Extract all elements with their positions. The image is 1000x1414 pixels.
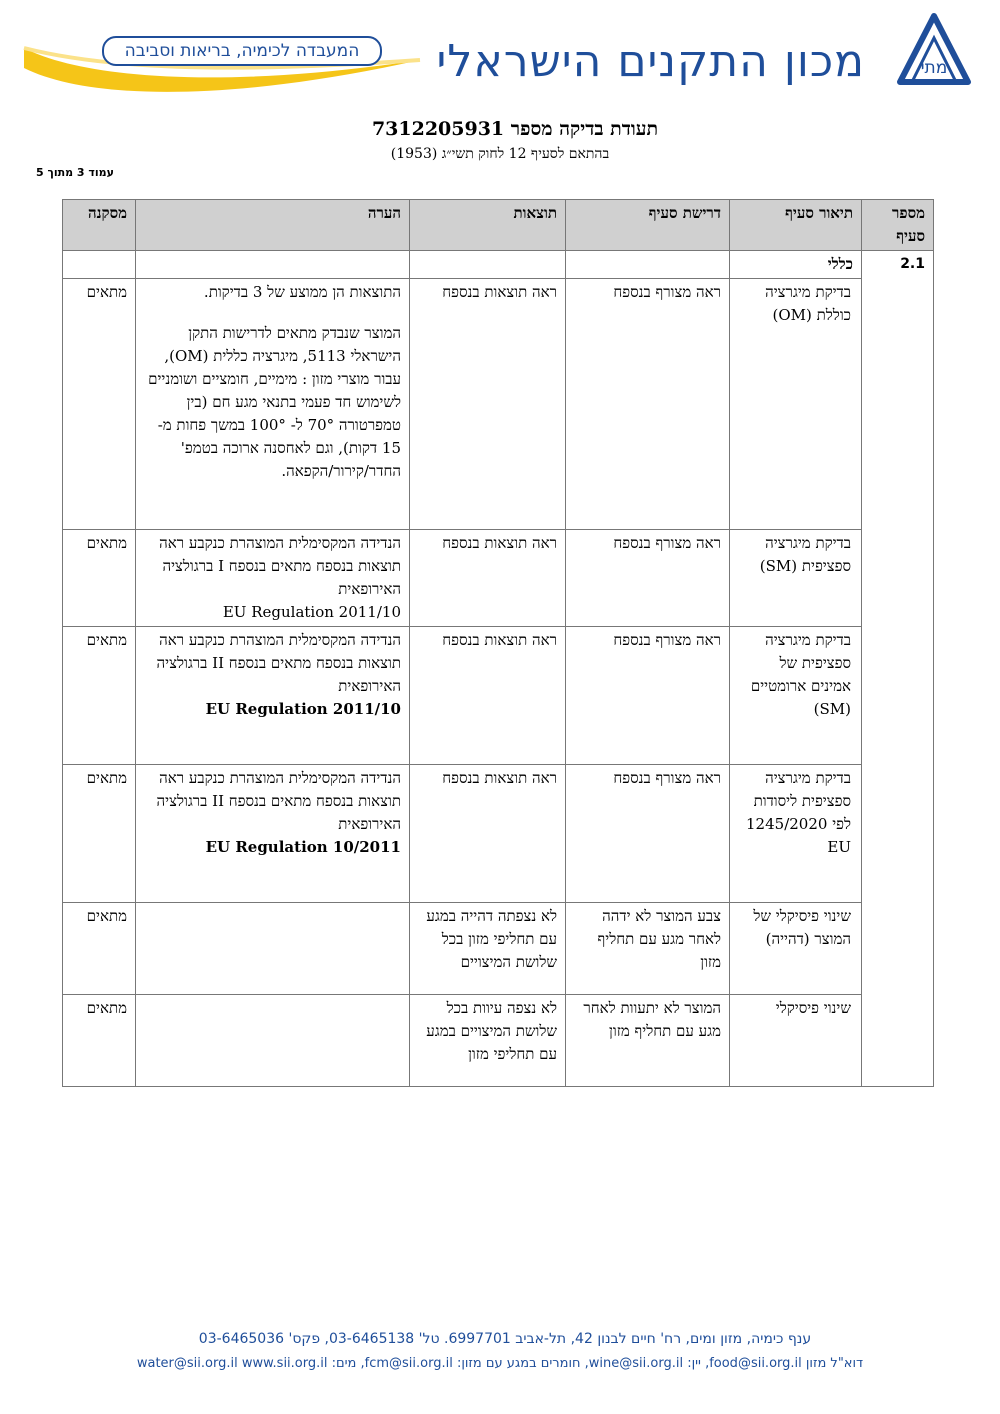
row-description: שינוי פיסיקלי [730, 995, 862, 1087]
table-row [63, 903, 934, 995]
lab-name-badge: המעבדה לכימיה, בריאות וסביבה [102, 36, 382, 66]
row-description: בדיקת מיגרציה ספציפית (SM) [730, 530, 862, 627]
row-conclusion: מתאים [63, 627, 136, 765]
row-note [136, 903, 410, 995]
table-row [63, 627, 934, 765]
header-conclusion: מסקנה [63, 200, 136, 251]
table-row [63, 765, 934, 903]
row-note [136, 279, 410, 530]
logo-text: מתי [920, 58, 948, 78]
table-header-row [63, 200, 934, 251]
header-note: הערה [136, 200, 410, 251]
row-requirement: ראה מצורף בנספח [566, 765, 730, 903]
document-subtitle: בהתאם לסעיף 12 לחוק תשי״ג (1953) [390, 146, 610, 162]
page-header [0, 0, 1000, 110]
note-line: EU Regulation 10/2011 [205, 838, 401, 856]
row-results: ראה תוצאות בנספח [410, 627, 566, 765]
table-row [63, 995, 934, 1087]
page-count: עמוד 3 מתוך 5 [36, 166, 114, 179]
section-number: 2.1 [862, 251, 934, 1087]
note-line: המוצר שנבדק מתאים לדרישות התקן הישראלי 5113, מיגרציה כללית (OM), עבור מוצרי מזון : מימיים, חומציים ושומניים לשימוש חד פעמי בתנאי מגע חם (בין טמפרטורה 70° ל- 100° במשך פחות מ- 15 דקות), וגם לאחסנה ארוכה בטמפ' החדר/קירור/הקפאה. [148, 324, 401, 480]
row-results: ראה תוצאות בנספח [410, 279, 566, 530]
row-conclusion: מתאים [63, 765, 136, 903]
row-description: בדיקת מיגרציה ספציפית של אמינים ארומטיים (SM) [730, 627, 862, 765]
row-results: לא נצפה עיוות בכל שלושת המיצויים במגע עם תחליפי מזון [410, 995, 566, 1087]
note-line: הנדידה המקסימלית המוצהרת כנקבע ראה תוצאות בנספח מתאים בנספח II ברגולציה האירופאית [156, 631, 401, 695]
empty-cell [410, 251, 566, 279]
empty-cell [136, 251, 410, 279]
row-note [136, 627, 410, 765]
footer-contacts: דוא"ל מזון food@sii.org.il, יין: wine@sii.org.il, חומרים במגע עם מזון: fcm@sii.org.il, מים: water@sii.org.il www.sii.org.il [136, 1356, 864, 1371]
empty-cell [63, 251, 136, 279]
note-line: EU Regulation 2011/10 [205, 700, 401, 718]
note-line: EU Regulation 2011/10 [222, 603, 401, 621]
row-results: לא נצפתה דהייה במגע עם תחליפי מזון בכל שלושת המיצויים [410, 903, 566, 995]
sii-logo-icon [894, 10, 974, 90]
row-conclusion: מתאים [63, 995, 136, 1087]
row-requirement: המוצר לא יתעוות לאחר מגע עם תחליף מזון [566, 995, 730, 1087]
row-note [136, 530, 410, 627]
note-line: הנדידה המקסימלית המוצהרת כנקבע ראה תוצאות בנספח מתאים בנספח II ברגולציה האירופאית [156, 769, 401, 833]
document-title: תעודת בדיקה מספר 7312205931 [371, 118, 659, 140]
header-results: תוצאות [410, 200, 566, 251]
table-row [63, 251, 934, 279]
row-requirement: ראה מצורף בנספח [566, 627, 730, 765]
header-requirement: דרישת סעיף [566, 200, 730, 251]
row-conclusion: מתאים [63, 903, 136, 995]
row-requirement: ראה מצורף בנספח [566, 530, 730, 627]
note-line: התוצאות הן ממוצע של 3 בדיקות. [203, 283, 401, 301]
row-conclusion: מתאים [63, 530, 136, 627]
footer-address: ענף כימיה, מזון ומים, רח' חיים לבנון 42, תל-אביב 6997701. טל' 03-6465138, פקס' 03-6465036 [198, 1331, 812, 1347]
table-row [63, 279, 934, 530]
row-description: שינוי פיסיקלי של המוצר (דהייה) [730, 903, 862, 995]
empty-cell [566, 251, 730, 279]
row-requirement: צבע המוצר לא ידהה לאחר מגע עם תחליף מזון [566, 903, 730, 995]
row-conclusion: מתאים [63, 279, 136, 530]
org-name: מכון התקנים הישראלי [436, 36, 865, 87]
note-line: הנדידה המקסימלית המוצהרת כנקבע ראה תוצאות בנספח מתאים בנספח I ברגולציה האירופאית [159, 534, 401, 598]
row-results: ראה תוצאות בנספח [410, 530, 566, 627]
row-description: בדיקת מיגרציה ספציפית ליסודות לפי 1245/2020 EU [730, 765, 862, 903]
header-description: תיאור סעיף [730, 200, 862, 251]
row-note [136, 765, 410, 903]
table-row [63, 530, 934, 627]
section-title: כללי [730, 251, 862, 279]
row-requirement: ראה מצורף בנספח [566, 279, 730, 530]
header-section-no: מספר סעיף [862, 200, 934, 251]
row-note [136, 995, 410, 1087]
row-description: בדיקת מיגרציה כוללת (OM) [730, 279, 862, 530]
results-table [62, 199, 934, 1087]
row-results: ראה תוצאות בנספח [410, 765, 566, 903]
